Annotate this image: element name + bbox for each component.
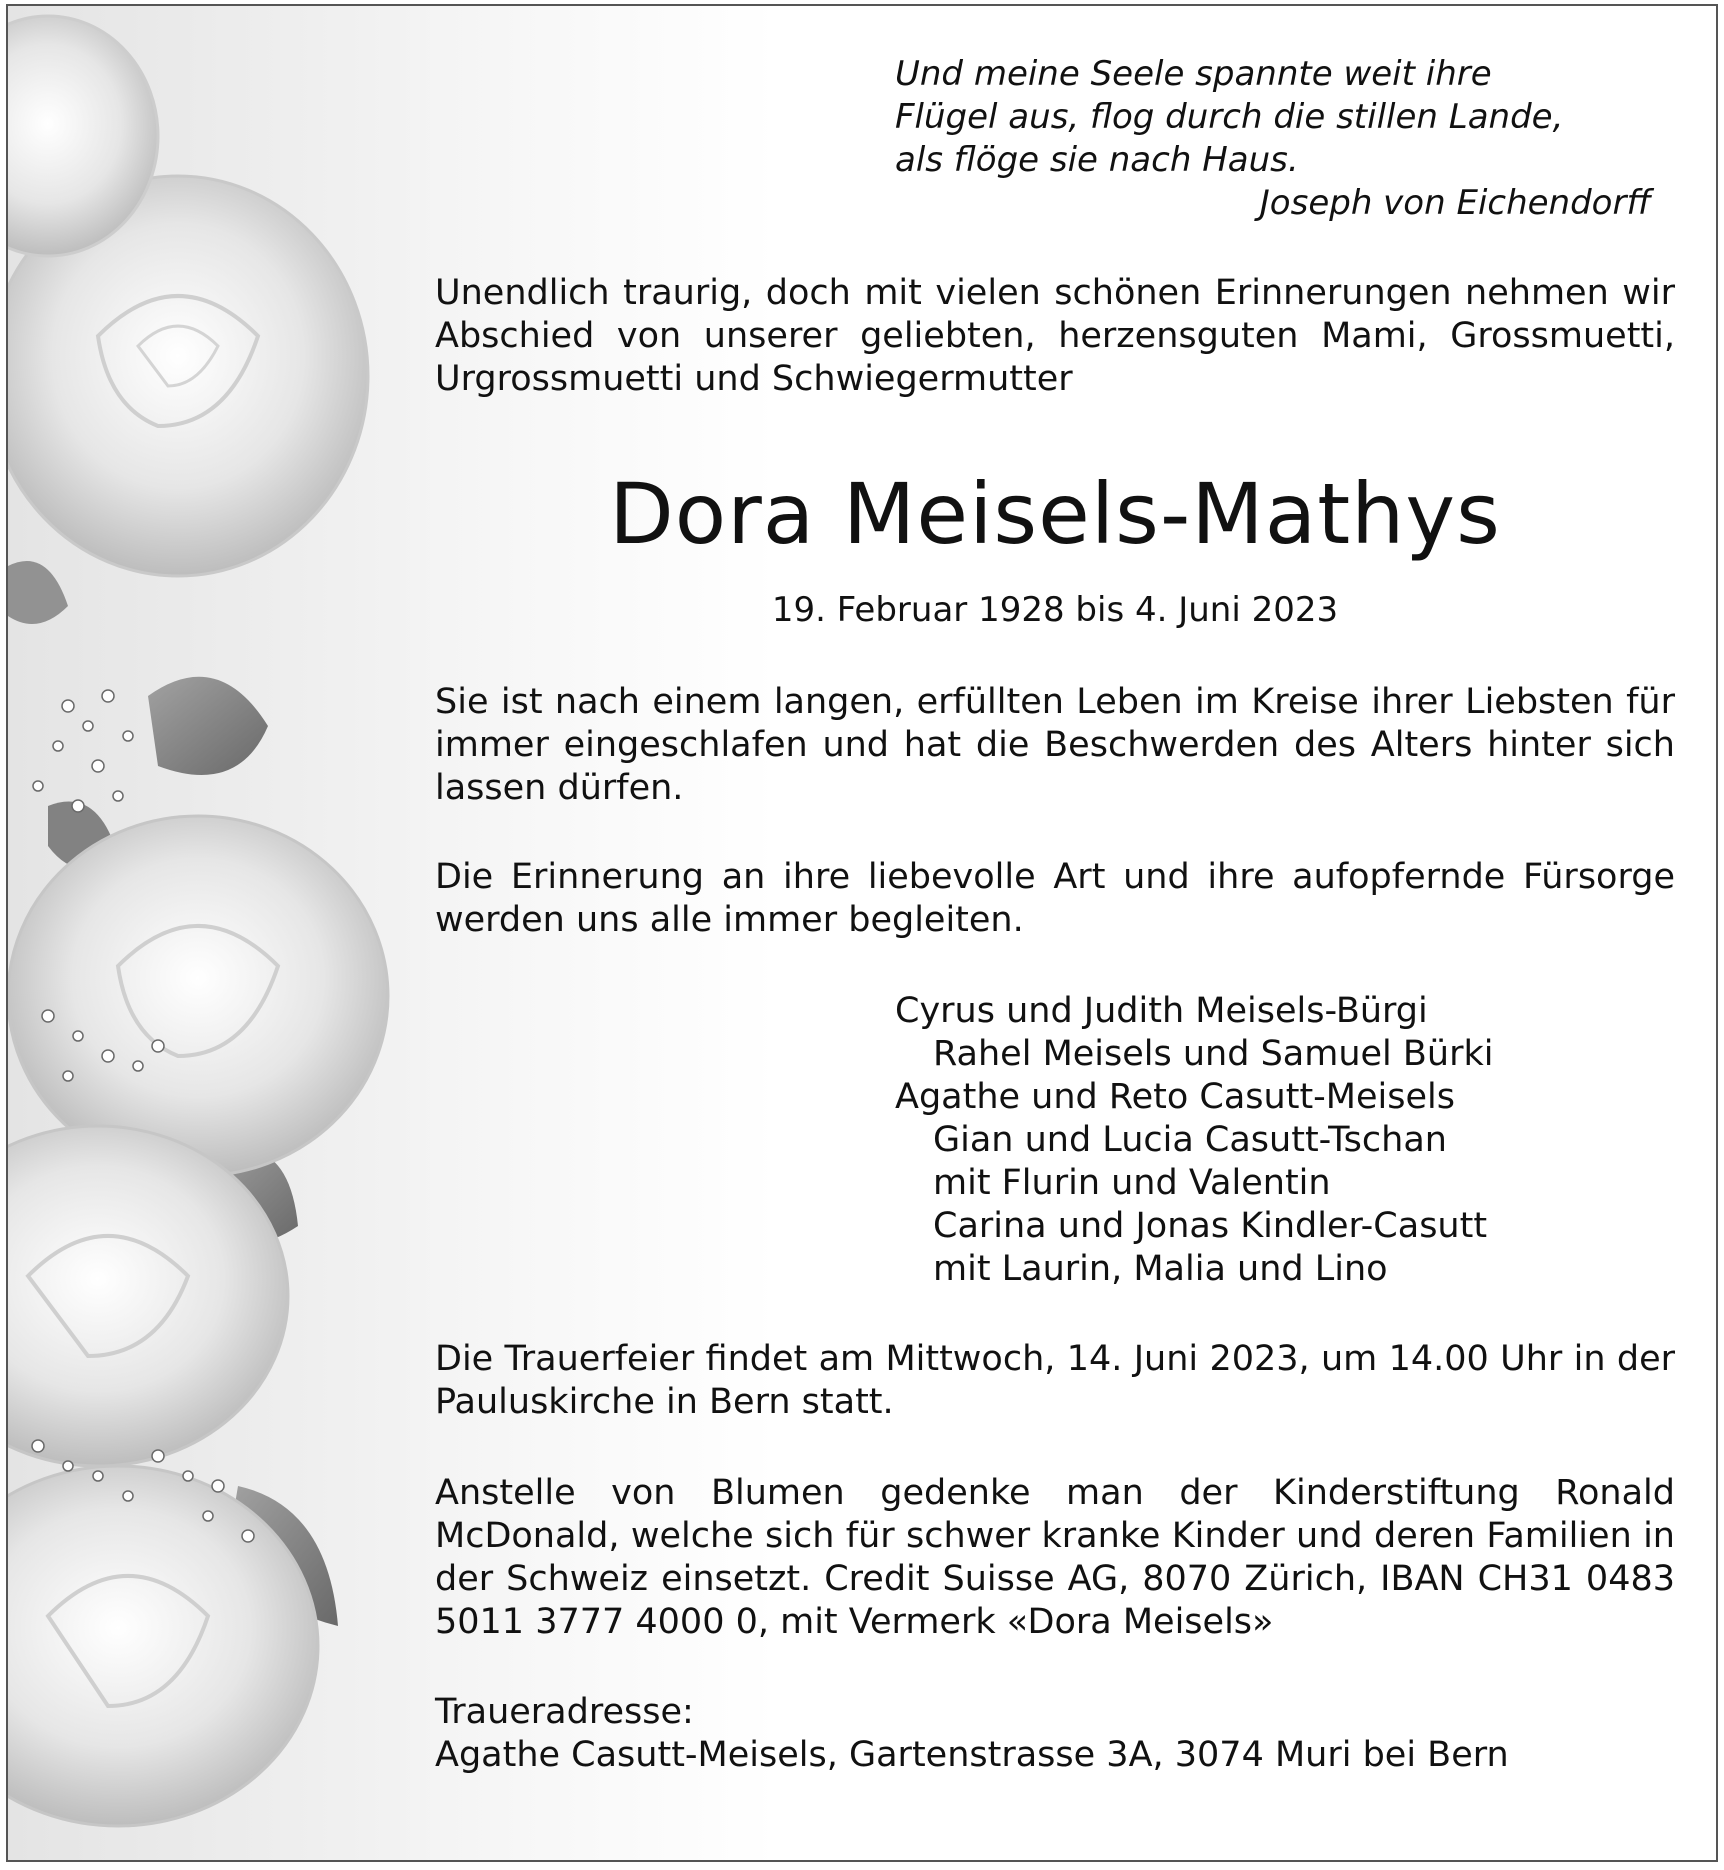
life-dates: 19. Februar 1928 bis 4. Juni 2023: [771, 590, 1339, 630]
quote-line: Und meine Seele spannte weit ihre: [895, 54, 1492, 94]
donation-info: Anstelle von Blumen gedenke man der Kinderstiftung Ronald McDonald, welche sich für schwer kranke Kinder und deren Familien in der Schweiz einsetzt. Credit Suisse AG, 8070 Zürich, IBAN CH31 0483 5011 3777 4000 0, mit Vermerk «Dora Meisels»: [435, 1473, 1675, 1642]
mourner-line: Carina und Jonas Kindler-Casutt: [933, 1206, 1488, 1246]
mourner-line: mit Flurin und Valentin: [933, 1163, 1331, 1203]
mourners-list: [895, 990, 1675, 1291]
mourner-line: Agathe und Reto Casutt-Meisels: [895, 1077, 1455, 1117]
deceased-name: Dora Meisels-Mathys: [609, 465, 1501, 563]
mourner-line: Gian und Lucia Casutt-Tschan: [933, 1120, 1447, 1160]
roses: [8, 16, 388, 1826]
mourner-line: Rahel Meisels und Samuel Bürki: [933, 1034, 1494, 1074]
address-label: Traueradresse:: [435, 1692, 694, 1732]
quote-author: Joseph von Eichendorff: [1259, 183, 1651, 223]
funeral-service-info: Die Trauerfeier findet am Mittwoch, 14. Juni 2023, um 14.00 Uhr in der Pauluskirche in Bern statt.: [435, 1339, 1675, 1422]
address-value: Agathe Casutt-Meisels, Gartenstrasse 3A, 3074 Muri bei Bern: [435, 1735, 1509, 1775]
poem-quote: [895, 53, 1675, 182]
mourner-line: Cyrus und Judith Meisels-Bürgi: [895, 991, 1428, 1031]
paragraph-life: Sie ist nach einem langen, erfüllten Leben im Kreise ihrer Liebsten für immer eingeschlafen und hat die Beschwerden des Alters hinter sich lassen dürfen.: [435, 682, 1675, 808]
paragraph-memory: Die Erinnerung an ihre liebevolle Art und ihre aufopfernde Fürsorge werden uns alle immer begleiten.: [435, 857, 1675, 940]
obituary-notice: [6, 4, 1718, 1862]
quote-line: als flöge sie nach Haus.: [895, 140, 1299, 180]
mourner-line: mit Laurin, Malia und Lino: [933, 1249, 1388, 1289]
quote-line: Flügel aus, flog durch die stillen Lande,: [895, 97, 1564, 137]
intro-text: Unendlich traurig, doch mit vielen schönen Erinnerungen nehmen wir Abschied von unserer geliebten, herzensguten Mami, Grossmuetti, Urgrossmuetti und Schwiegermutter: [435, 273, 1675, 399]
